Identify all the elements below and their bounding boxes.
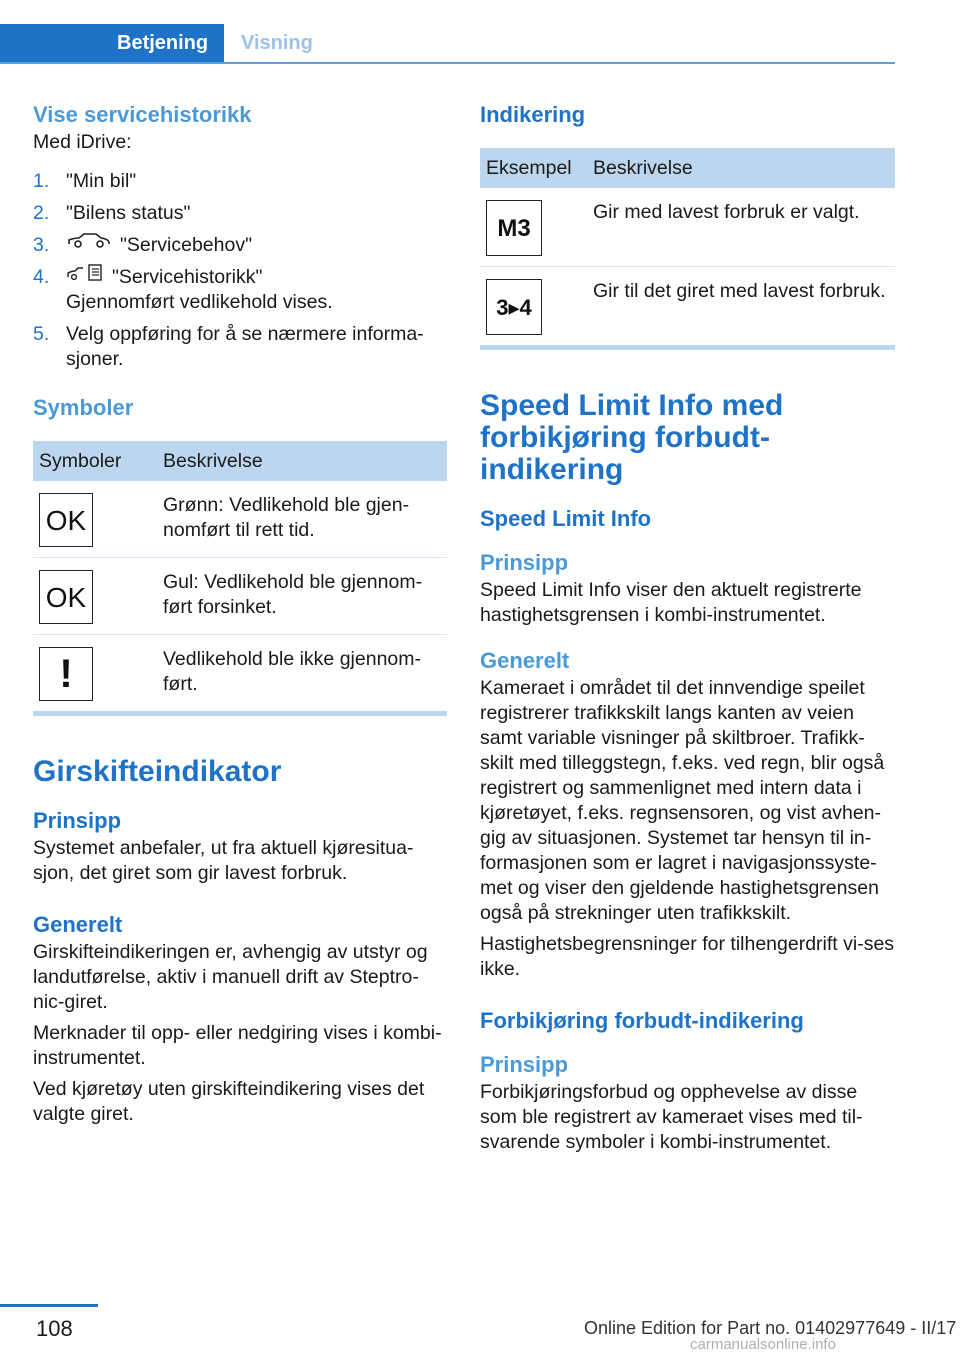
gear-general-heading: Generelt bbox=[33, 912, 123, 937]
left-column bbox=[33, 100, 447, 1127]
table-row: ! Vedlikehold ble ikke gjennom-ført. bbox=[33, 635, 447, 712]
table-header: Beskrivelse bbox=[157, 441, 447, 481]
tab-betjening[interactable] bbox=[0, 24, 224, 62]
table-header: Beskrivelse bbox=[587, 148, 895, 188]
table-row: M3 Gir med lavest forbruk er valgt. bbox=[480, 188, 895, 267]
exclamation-symbol: ! bbox=[39, 647, 93, 701]
car-icon bbox=[66, 231, 112, 256]
service-history-heading: Vise servicehistorikk bbox=[33, 102, 252, 127]
gear-principle-text: Systemet anbefaler, ut fra aktuell kjøresitua-sjon, det giret som gir lavest forbruk. bbox=[33, 837, 414, 884]
overtaking-principle-heading: Prinsipp bbox=[480, 1052, 569, 1077]
list-item: 3. "Servicebehov" bbox=[33, 233, 447, 258]
chapter-tabs bbox=[0, 24, 895, 64]
ok-green-symbol: OK bbox=[39, 493, 93, 547]
gear-3-to-4-symbol: 3▸4 bbox=[486, 279, 542, 335]
page-number: 108 bbox=[36, 1316, 73, 1341]
table-row: OK Gul: Vedlikehold ble gjennom-ført forsinket. bbox=[33, 558, 447, 635]
speed-limit-title: Speed Limit Info med forbikjøring forbudt-indikering bbox=[480, 389, 784, 486]
edition-note: Online Edition for Part no. 01402977649 - II/17 bbox=[584, 1318, 957, 1338]
speed-principle-text: Speed Limit Info viser den aktuelt registrerte hastighetsgrensen i kombi-instrumentet. bbox=[480, 579, 862, 626]
list-item: 5. Velg oppføring for å se nærmere informa-sjoner. bbox=[33, 323, 424, 370]
table-header: Eksempel bbox=[480, 148, 587, 188]
gear-m3-symbol: M3 bbox=[486, 200, 542, 256]
speed-principle-heading: Prinsipp bbox=[480, 550, 569, 575]
gear-general-text-3: Ved kjøretøy uten girskifteindikering vises det valgte giret. bbox=[33, 1078, 425, 1125]
overtaking-principle-text: Forbikjøringsforbud og opphevelse av disse som ble registrert av kameraet vises med til-svarende symboler i kombi-instrumentet. bbox=[480, 1081, 863, 1153]
table-row: OK Grønn: Vedlikehold ble gjen-nomført til rett tid. bbox=[33, 481, 447, 558]
gear-general-text-1: Girskifteindikeringen er, avhengig av utstyr og landutførelse, aktiv i manuell drift av Steptro-nic-giret. bbox=[33, 941, 428, 1013]
gear-general-text-2: Merknader til opp- eller nedgiring vises i kombi-instrumentet. bbox=[33, 1022, 442, 1069]
speed-general-heading: Generelt bbox=[480, 648, 570, 673]
list-item: 4. "Servicehistorikk" Gjennomført vedlikehold vises. bbox=[33, 265, 447, 315]
symbols-table bbox=[33, 441, 447, 711]
service-intro: Med iDrive: bbox=[33, 131, 132, 153]
speed-general-text-1: Kameraet i området til det innvendige speilet registrerer trafikkskilt langs kanten av veien samt variable visninger på skiltbroer. Trafikk-skilt med tilleggstegn, f.eks. ved regn, blir også registrert og sammenlignet med intern data i kjøretøyet, f.eks. regnsensoren, og vist avhen-gig av situasjonen. Systemet tar hensyn til in-formasjonen som er lagret i navigasjonssyste-met og viser den gjeldende hastighetsgrensen også på strekninger uten trafikkskilt. bbox=[480, 677, 885, 924]
tab-betjening-label: Betjening bbox=[117, 32, 209, 54]
table-row: 3▸4 Gir til det giret med lavest forbruk. bbox=[480, 267, 895, 346]
right-column bbox=[480, 100, 895, 1155]
footer-rule bbox=[0, 1304, 98, 1307]
gear-indicator-title: Girskifteindikator bbox=[33, 755, 282, 788]
ok-yellow-symbol: OK bbox=[39, 570, 93, 624]
watermark: carmanualsonline.info bbox=[690, 1336, 836, 1353]
list-item: 2. "Bilens status" bbox=[33, 202, 191, 224]
indication-table bbox=[480, 148, 895, 345]
table-header: Symboler bbox=[33, 441, 157, 481]
tab-visning[interactable]: Visning bbox=[241, 32, 313, 54]
indication-heading: Indikering bbox=[480, 102, 586, 127]
list-item: 1. "Min bil" bbox=[33, 170, 137, 192]
overtaking-heading: Forbikjøring forbudt-indikering bbox=[480, 1008, 804, 1033]
gear-principle-heading: Prinsipp bbox=[33, 808, 122, 833]
speed-general-text-2: Hastighetsbegrensninger for tilhengerdrift vi-ses ikke. bbox=[480, 933, 895, 980]
symbols-heading: Symboler bbox=[33, 395, 134, 420]
service-history-icon bbox=[66, 262, 104, 289]
speed-limit-subheading: Speed Limit Info bbox=[480, 506, 652, 531]
service-steps bbox=[33, 169, 447, 372]
